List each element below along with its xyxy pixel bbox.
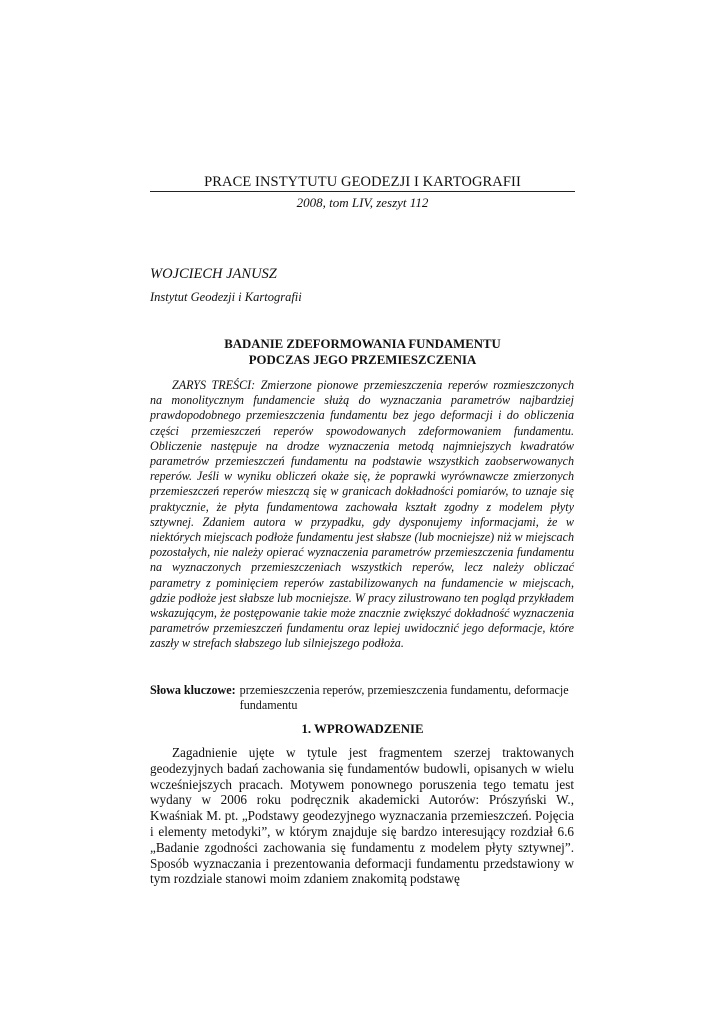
journal-name: PRACE INSTYTUTU GEODEZJI I KARTOGRAFII	[204, 174, 521, 190]
keywords-text: przemieszczenia reperów, przemieszczenia fundamentu, deformacje fundamentu	[239, 683, 569, 713]
paper-title	[150, 336, 575, 368]
header-rule	[150, 191, 575, 192]
author-name: WOJCIECH JANUSZ	[150, 266, 277, 282]
author-affiliation: Instytut Geodezji i Kartografii	[150, 290, 302, 304]
keywords-label: Słowa kluczowe:	[150, 683, 236, 697]
title-line-2: PODCZAS JEGO PRZEMIESZCZENIA	[248, 353, 477, 367]
keywords	[150, 683, 574, 713]
section-heading: 1. WPROWADZENIE	[301, 722, 424, 736]
title-line-1: BADANIE ZDEFORMOWANIA FUNDAMENTU	[224, 337, 501, 351]
volume-info: 2008, tom LIV, zeszyt 112	[296, 195, 429, 210]
intro-paragraph: Zagadnienie ujęte w tytule jest fragmentem szerzej traktowanych geodezyjnych badań zachowania się fundamentów budowli, opisanych w wielu wcześniejszych pracach. Motywem ponownego poruszenia tego tematu jest wydany w 2006 roku podręcznik akademicki Autorów: Prószyński W., Kwaśniak M. pt. „Podstawy geodezyjnego wyznaczania przemieszczeń. Pojęcia i elementy metodyki”, w którym znajduje się bardzo interesujący rozdział 6.6 „Badanie zgodności zachowania się fundamentu z modelem płyty sztywnej”. Sposób wyznaczania i prezentowania deformacji fundamentu przedstawiony w tym rozdziale stanowi moim zdaniem znakomitą podstawę	[150, 745, 574, 887]
abstract: ZARYS TREŚCI: Zmierzone pionowe przemieszczenia reperów rozmieszczonych na monolitycznym fundamencie służą do wyznaczania parametrów najbardziej prawdopodobnego przemieszczenia fundamentu bez jego deformacji i do obliczenia części przemieszczeń reperów spowodowanych zdeformowaniem fundamentu. Obliczenie następuje na drodze wyznaczenia metodą najmniejszych kwadratów parametrów przemieszczeń fundamentu na podstawie wszystkich zaobserwowanych reperów. Jeśli w wyniku obliczeń okaże się, że poprawki wyrównawcze zmierzonych przemieszczeń reperów mieszczą się w granicach dokładności pomiarów, to uznaje się praktycznie, że płyta fundamentowa zachowała kształt zgodny z modelem płyty sztywnej. Zdaniem autora w przypadku, gdy dysponujemy informacjami, że w niektórych miejscach podłoże fundamentu jest słabsze (lub mocniejsze) niż w miejscach pozostałych, nie należy opierać wyznaczenia parametrów przemieszczenia fundamentu na wyznaczonych przemieszczeniach wszystkich reperów, lecz należy obliczać parametry z pominięciem reperów zastabilizowanych na fundamencie w miejscach, gdzie podłoże jest słabsze lub mocniejsze. W pracy zilustrowano ten pogląd przykładem wskazującym, że postępowanie takie może znacznie zwiększyć dokładność wyznaczenia parametrów przemieszczeń fundamentu oraz lepiej uwidocznić jego deformacje, które zaszły w strefach słabszego lub silniejszego podłoża.	[150, 378, 574, 651]
